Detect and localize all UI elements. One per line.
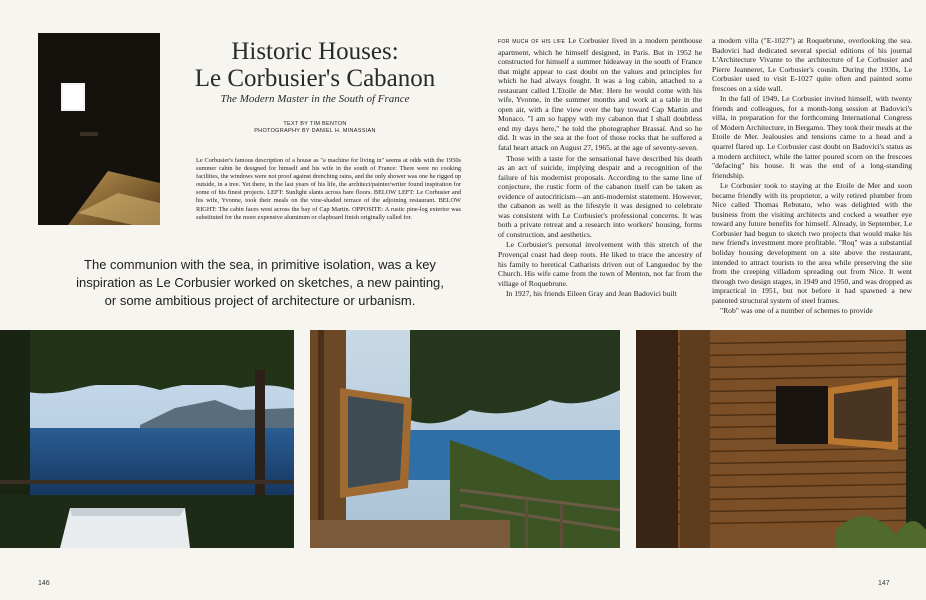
paragraph: Those with a taste for the sensational have described his death as an act of suicide, implying despair and a recognition of the failure of his modernist proposals. According to the same line of conjecture, the rustic form of the cabanon itself can be taken as evidence of autocriticism—an anti-modernist statement. However, the cabanon as well as the lifestyle it was designed to celebrate was consistent with Le Corbusier's professional concerns. It was both a private retreat and a research into workers' housing, forms of construction, and aesthetics.: [498, 153, 702, 239]
paragraph: Le Corbusier's personal involvement with this stretch of the Provençal coast had deep roots. He liked to trace the ancestry of his family to heretical Catharists driven out of Languedoc by the Church. His wife came from the town of Menton, not far from the village of Roquebrune.: [498, 240, 702, 288]
photo-caption: Le Corbusier's famous description of a house as "a machine for living in" seems at odds with the 1950s summer cabin he designed for himself and his wife in the south of France: There were no cooking facilities, the windows were not proof against drenching rains, and the only shower was one he rigged up outside, in a tree. Yet there, in the last years of his life, the architect/painter/writer found inspiration for some of his finest projects. LEFT: Sunlight slants across bare floors. BELOW LEFT: Le Corbusier and his wife, Yvonne, took their meals on the vine-shaded terrace of the adjoining restaurant. BELOW RIGHT: The cabin faces west across the bay of Cap Martin. OPPOSITE: A rustic pine-log exterior was substituted for the more expensive aluminum or clapboard finish originally called for.: [196, 157, 461, 221]
article-subtitle: The Modern Master in the South of France: [220, 93, 410, 105]
article-credits: [170, 121, 460, 135]
paragraph: "Rob" was one of a number of schemes to provide: [720, 306, 873, 316]
paragraph: FOR MUCH OF HIS LIFE Le Corbusier lived in a modern penthouse apartment, which he himself designed, in Paris. But in 1952 he constructed for himself a summer hideaway in the south of France that might appear to cast doubt on the values and principles for which he had always fought. It was a log cabin, attached to a restaurant called L'Etoile de Mer. Here he would come with his wife, Yvonne, in the summer months and work at a table in the open air, with a fine view over the bay toward Cap Martin and Monaco. "I am so happy with my cabanon that I shall doubtless end my days here," he told the photographer Brassaï. And so he did. It was in the sea at the foot of those rocks that he suffered a fatal heart attack on August 27, 1965, at the age of seventy-seven.: [498, 36, 702, 153]
page-number-left: 146: [38, 580, 50, 587]
cabin-sea-photo: [310, 330, 620, 548]
body-column-1: [498, 36, 702, 300]
page-number-right: 147: [878, 580, 890, 587]
text-credit: TEXT BY TIM BENTON: [283, 121, 347, 127]
paragraph: a modern villa ("E-1027") at Roquebrune, overlooking the sea. Badovici had dedicated several special editions of his journal L'Architecture Vivante to the architecture of Le Corbusier and Pierre Jeanneret, Le Corbusier's cousin. During the 1930s, Le Corbusier used to visit E-1027 quite often and painted some frescoes on a side wall.: [712, 36, 912, 93]
photo-credit: PHOTOGRAPHY BY DANIEL H. MINASSIAN: [254, 128, 376, 134]
lead-in: FOR MUCH OF HIS LIFE: [498, 39, 566, 45]
title-line-1: Historic Houses:: [231, 38, 399, 65]
article-title: [170, 38, 460, 92]
interior-photo: [38, 33, 160, 225]
paragraph: Le Corbusier took to staying at the Etoile de Mer and soon became friendly with its proprietor, a wily retired plumber from Nice called Thomas Rebutato, who was delighted with the business from the visiting architects and cocked a weather eye toward any future benefits for himself. Already, in September, Le Corbusier had begun to sketch two projects that would make his new friend's investment more profitable. "Roq" was a substantial holiday housing development on a site above the restaurant, intended to attract tourists to the area while preserving the site from the creeping villadom spreading out from Nice. It went through two design stages, in 1949 and 1950, and was dropped as impractical in 1951, but not before it had spawned a new patented structural system of steel frames.: [712, 181, 912, 305]
log-cabin-photo: [636, 330, 926, 548]
paragraph: In the fall of 1949, Le Corbusier invited himself, with twenty friends and colleagues, for a month-long session at Badovici's villa, in preparation for the forthcoming International Congress of Modern Architecture, in Bergamo. They took their meals at the Etoile de Mer. Jealousies and tensions came to a head and a quarrel flared up. Le Corbusier cast doubt on Badovici's status as a modern architect, while the latter poured scorn on the frescoes "defacing" his house. It was the end of a long-standing friendship.: [712, 94, 912, 180]
body-column-2: [712, 36, 912, 317]
paragraph: In 1927, his friends Eileen Gray and Jean Badovici built: [506, 289, 677, 299]
terrace-photo: [0, 330, 294, 548]
pull-quote: The communion with the sea, in primitive isolation, was a key inspiration as Le Corbusier worked on sketches, a new painting, or some ambitious project of architecture or urbanism.: [76, 257, 444, 308]
title-line-2: Le Corbusier's Cabanon: [194, 65, 436, 92]
